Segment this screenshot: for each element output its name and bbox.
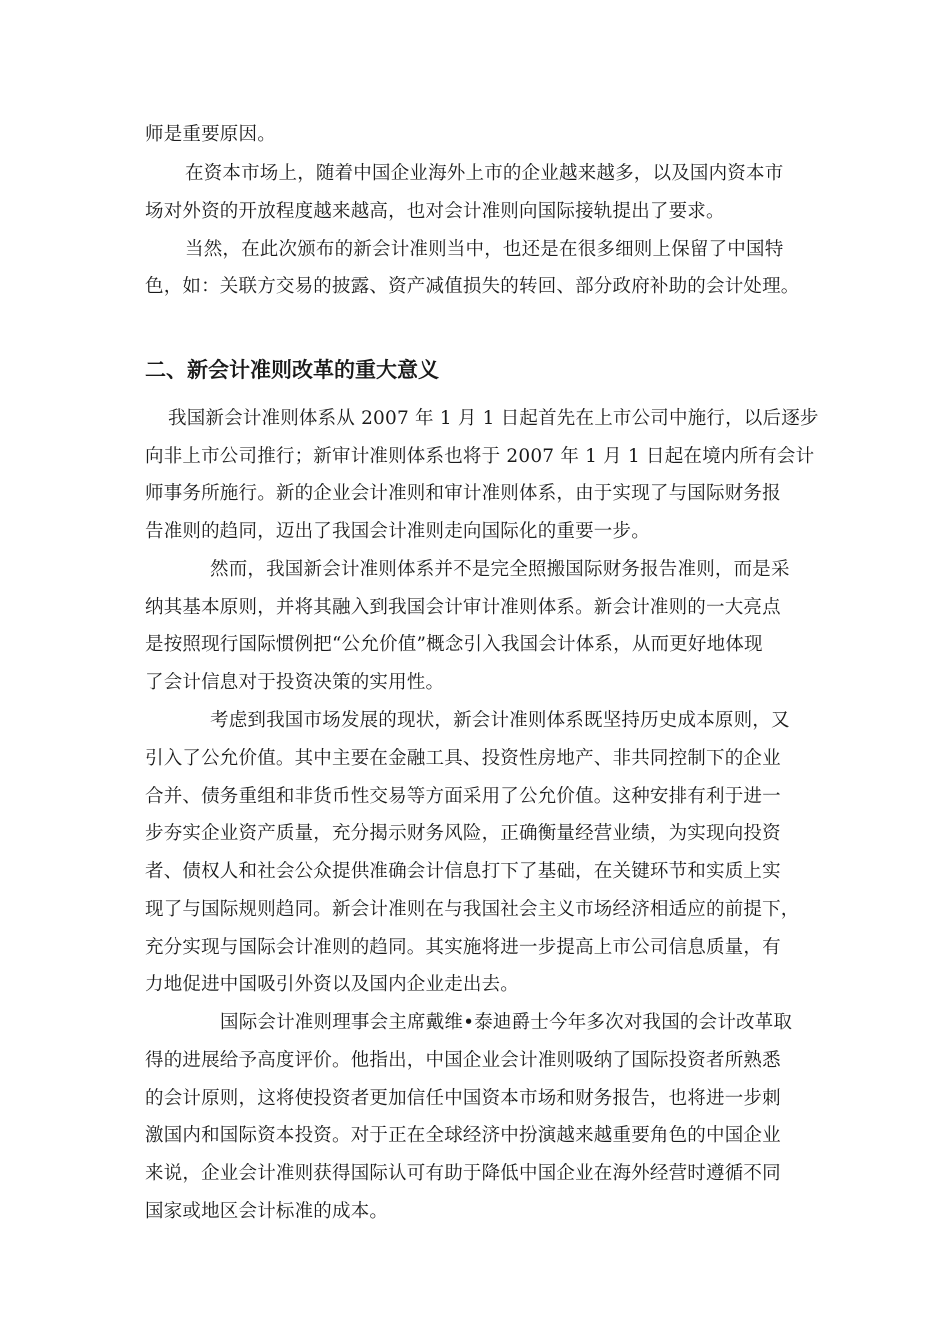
paragraph-market-status-line: 者、债权人和社会公众提供准确会计信息打下了基础，在关键环节和实质上实 [145, 861, 781, 882]
paragraph-iasb-evaluation-line: 得的进展给予高度评价。他指出，中国企业会计准则吸纳了国际投资者所熟悉 [145, 1050, 781, 1071]
paragraph-market-status-line: 考虑到我国市场发展的现状，新会计准则体系既坚持历史成本原则，又 [210, 710, 790, 731]
paragraph-implementation-line: 向非上市公司推行；新审计准则体系也将于 2007 年 1 月 1 日起在境内所有会计 [145, 446, 815, 467]
paragraph-iasb-evaluation-line: 来说，企业会计准则获得国际认可有助于降低中国企业在海外经营时遵循不同 [145, 1163, 781, 1184]
paragraph-chinese-features-line: 当然，在此次颁布的新会计准则当中，也还是在很多细则上保留了中国特 [185, 239, 784, 260]
paragraph-chinese-features-line: 色，如：关联方交易的披露、资产减值损失的转回、部分政府补助的会计处理。 [145, 276, 800, 297]
paragraph-market-status-line: 合并、债务重组和非货币性交易等方面采用了公允价值。这种安排有利于进一 [145, 786, 781, 807]
paragraph-implementation-line: 师事务所施行。新的企业会计准则和审计准则体系，由于实现了与国际财务报 [145, 483, 781, 504]
paragraph-iasb-evaluation-line: 国际会计准则理事会主席戴维•泰迪爵士今年多次对我国的会计改革取 [220, 1012, 793, 1033]
paragraph-continuation-line: 师是重要原因。 [145, 124, 276, 145]
paragraph-market-status-line: 引入了公允价值。其中主要在金融工具、投资性房地产、非共同控制下的企业 [145, 748, 781, 769]
paragraph-capital-market-line: 场对外资的开放程度越来越高，也对会计准则向国际接轨提出了要求。 [145, 201, 725, 222]
paragraph-market-status-line: 步夯实企业资产质量，充分揭示财务风险，正确衡量经营业绩，为实现向投资 [145, 823, 781, 844]
paragraph-market-status-line: 现了与国际规则趋同。新会计准则在与我国社会主义市场经济相适应的前提下， [145, 899, 800, 920]
paragraph-capital-market-line: 在资本市场上，随着中国企业海外上市的企业越来越多，以及国内资本市 [185, 163, 784, 184]
paragraph-market-status-line: 充分实现与国际会计准则的趋同。其实施将进一步提高上市公司信息质量，有 [145, 937, 781, 958]
paragraph-fair-value-line: 是按照现行国际惯例把“公允价值”概念引入我国会计体系，从而更好地体现 [145, 634, 763, 655]
paragraph-fair-value-line: 了会计信息对于投资决策的实用性。 [145, 672, 445, 693]
paragraph-market-status-line: 力地促进中国吸引外资以及国内企业走出去。 [145, 974, 520, 995]
paragraph-implementation-line: 我国新会计准则体系从 2007 年 1 月 1 日起首先在上市公司中施行，以后逐步 [168, 408, 819, 429]
paragraph-fair-value-line: 纳其基本原则，并将其融入到我国会计审计准则体系。新会计准则的一大亮点 [145, 597, 781, 618]
paragraph-fair-value-line: 然而，我国新会计准则体系并不是完全照搬国际财务报告准则，而是采 [210, 559, 790, 580]
section-heading: 二、新会计准则改革的重大意义 [145, 358, 439, 382]
paragraph-iasb-evaluation-line: 激国内和国际资本投资。对于正在全球经济中扮演越来越重要角色的中国企业 [145, 1125, 781, 1146]
paragraph-iasb-evaluation-line: 的会计原则，这将使投资者更加信任中国资本市场和财务报告，也将进一步刺 [145, 1088, 781, 1109]
paragraph-implementation-line: 告准则的趋同，迈出了我国会计准则走向国际化的重要一步。 [145, 521, 650, 542]
paragraph-iasb-evaluation-line: 国家或地区会计标准的成本。 [145, 1201, 389, 1222]
